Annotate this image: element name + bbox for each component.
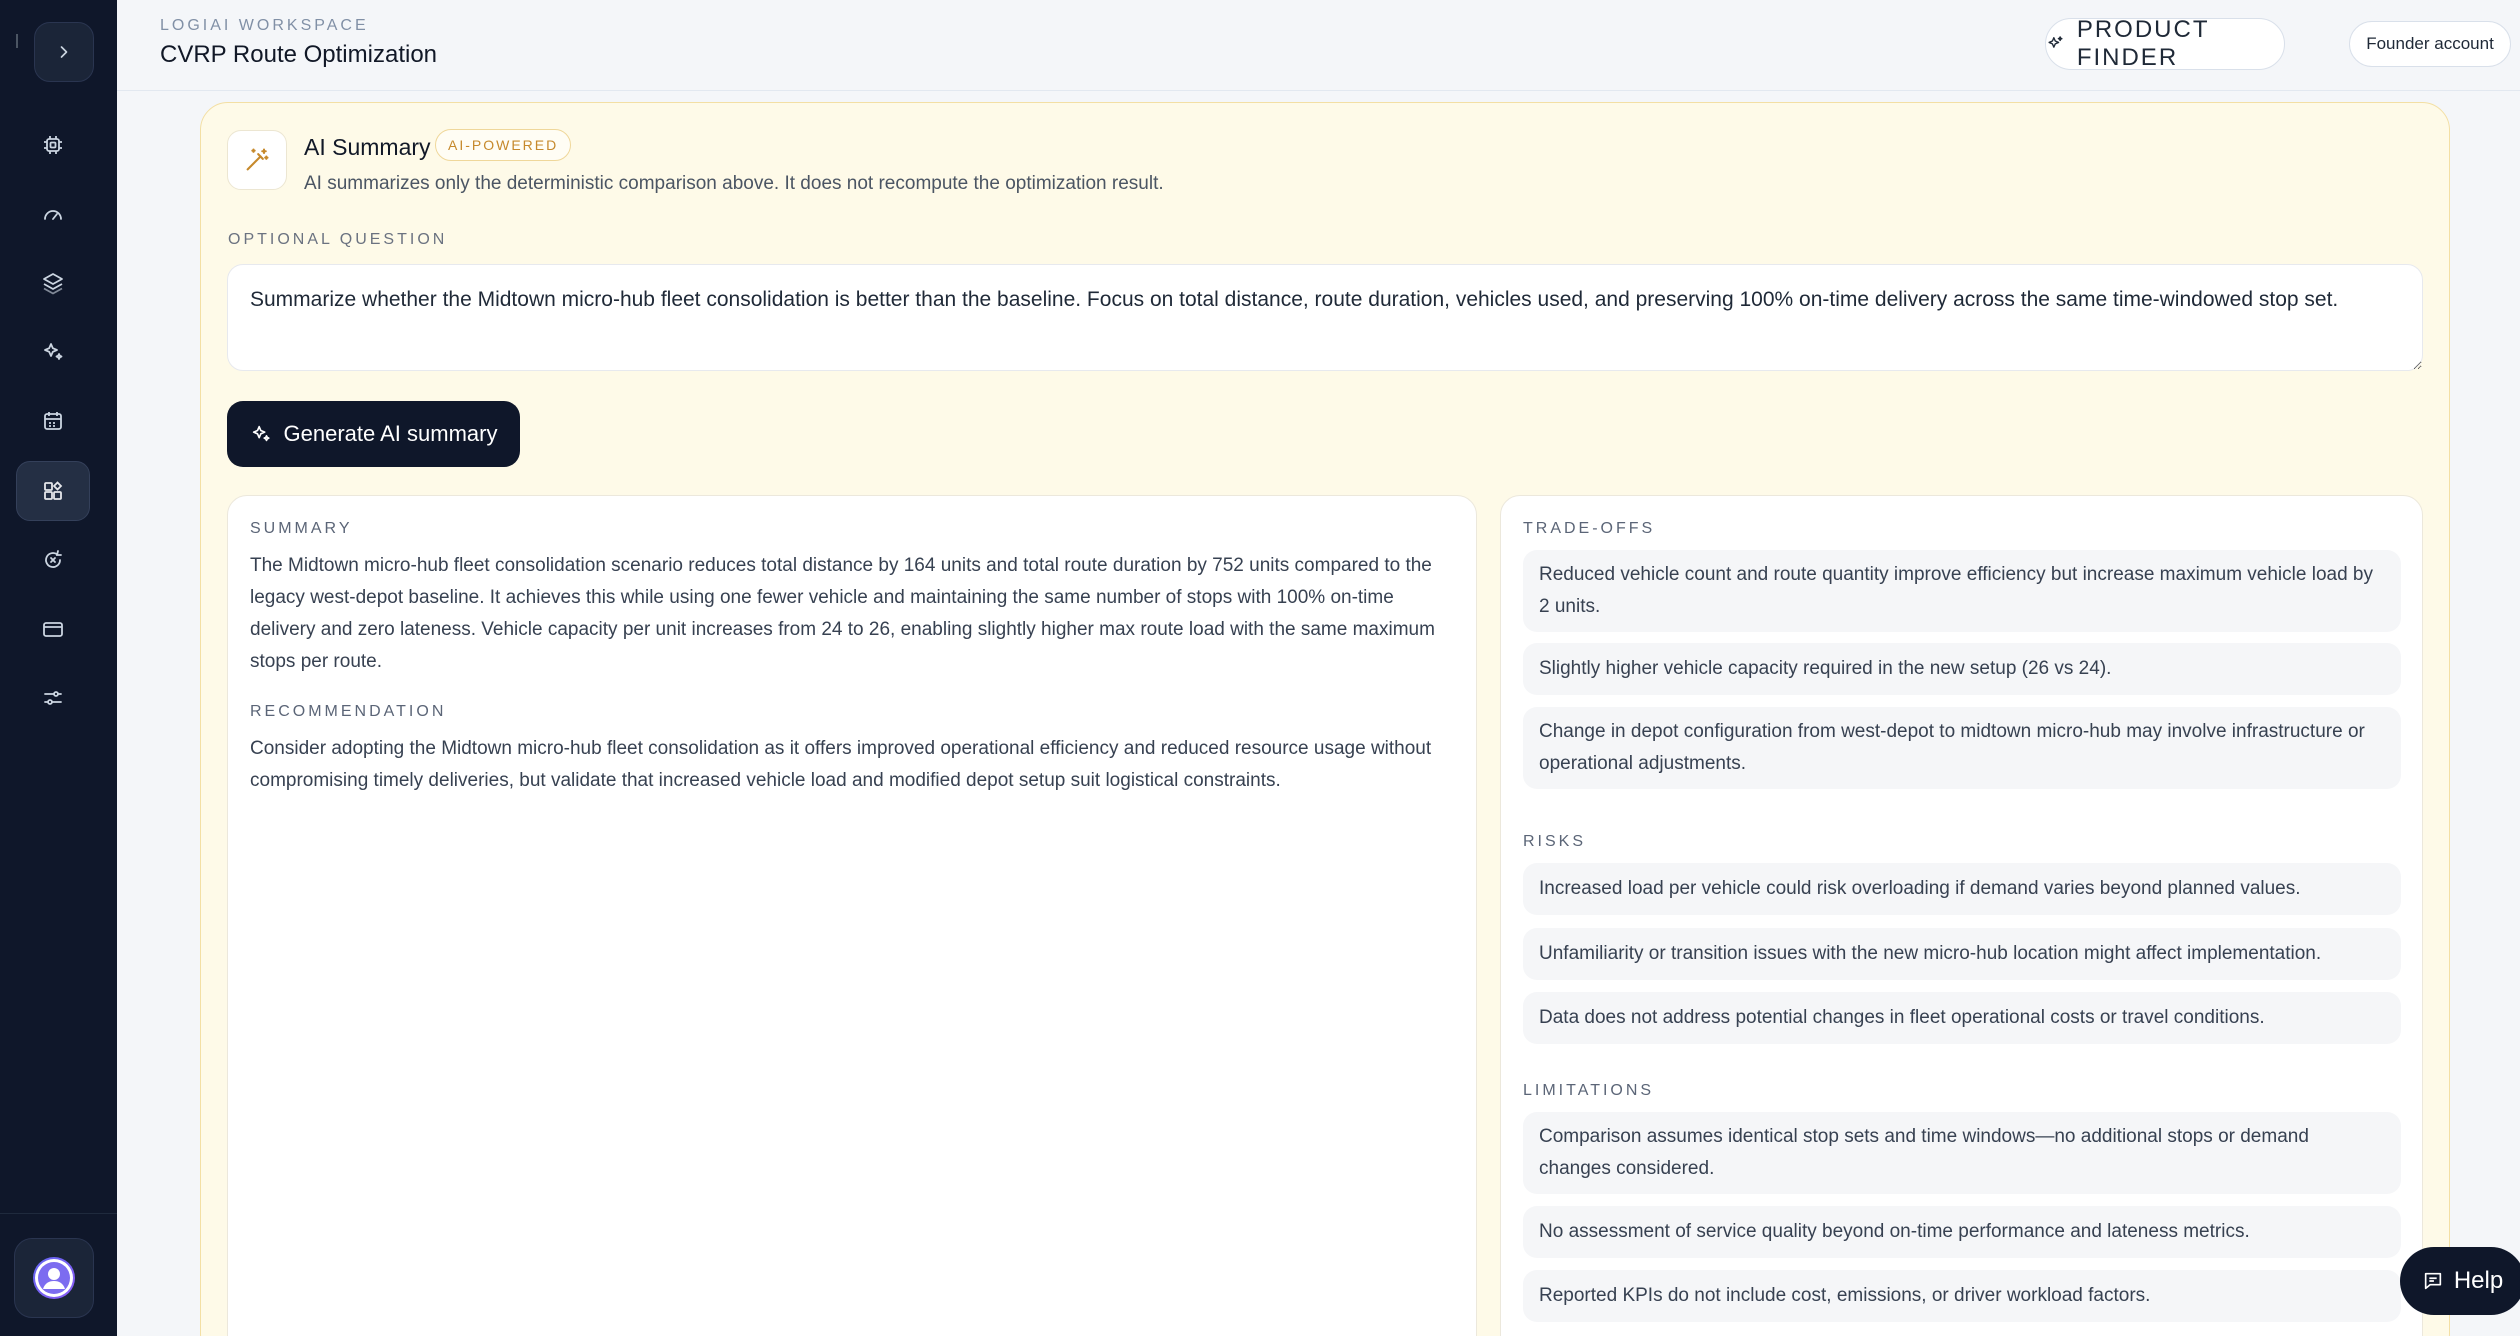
top-bar (117, 0, 2520, 91)
ai-summary-subtitle: AI summarizes only the deterministic comparison above. It does not recompute the optimization result. (304, 173, 1164, 194)
workspace-label: LOGIAI WORKSPACE (160, 17, 369, 34)
tradeoffs-heading: TRADE-OFFS (1523, 520, 1656, 537)
sidebar (0, 0, 117, 1336)
sidebar-item-ai[interactable] (16, 322, 90, 382)
generate-ai-summary-button[interactable] (227, 401, 520, 467)
summary-text: The Midtown micro-hub fleet consolidation scenario reduces total distance by 164 units and total route duration by 752 units compared to the legacy west-depot baseline. It achieves this while using one fewer vehicle and maintaining the same number of stops with 100% on-time delivery and zero lateness. Vehicle capacity per unit increases from 24 to 26, enabling slightly higher max route load with the same maximum stops per route. (250, 555, 1435, 672)
tradeoff-item: Reduced vehicle count and route quantity improve efficiency but increase maximum vehicle load by 2 units. (1523, 550, 2401, 632)
ai-summary-title: AI Summary (304, 134, 431, 160)
sidebar-item-calendar[interactable] (16, 391, 90, 451)
help-label: Help (2453, 1267, 2504, 1294)
account-button[interactable] (2349, 21, 2511, 67)
sidebar-item-routes[interactable] (16, 461, 90, 521)
risks-heading: RISKS (1523, 833, 1587, 850)
limitations-heading: LIMITATIONS (1523, 1082, 1655, 1099)
sidebar-expand-button[interactable] (34, 22, 94, 82)
cycle-icon (41, 548, 65, 572)
account-label: Founder account (2366, 34, 2494, 53)
risk-item: Unfamiliarity or transition issues with the new micro-hub location might affect implementation. (1523, 928, 2401, 980)
tradeoff-item: Slightly higher vehicle capacity required in the new setup (26 vs 24). (1523, 643, 2401, 695)
risk-item: Data does not address potential changes in fleet operational costs or travel conditions. (1523, 992, 2401, 1044)
sliders-icon (41, 686, 65, 710)
tradeoff-item: Change in depot configuration from west-depot to midtown micro-hub may involve infrastructure or operational adjustments. (1523, 707, 2401, 789)
user-menu-button[interactable] (14, 1238, 94, 1318)
optional-question-input[interactable] (227, 264, 2423, 371)
optional-question-label: OPTIONAL QUESTION (228, 231, 448, 248)
chat-icon (2422, 1270, 2444, 1292)
ai-summary-icon-box (227, 130, 287, 190)
layers-icon (41, 271, 65, 295)
page-title: CVRP Route Optimization (160, 41, 438, 68)
chevron-right-icon (54, 42, 74, 62)
sidebar-item-scenarios[interactable] (16, 530, 90, 590)
sidebar-item-dashboard[interactable] (16, 184, 90, 244)
limitation-item: Reported KPIs do not include cost, emissions, or driver workload factors. (1523, 1270, 2401, 1322)
sidebar-item-billing[interactable] (16, 599, 90, 659)
ai-summary-card (200, 102, 2450, 1336)
sparkles-icon (41, 340, 65, 364)
sidebar-item-settings[interactable] (16, 668, 90, 728)
limitation-item: Comparison assumes identical stop sets and time windows—no additional stops or demand changes considered. (1523, 1112, 2401, 1194)
summary-panel (227, 495, 1477, 1336)
card-icon (41, 617, 65, 641)
widgets-icon (41, 479, 65, 503)
sparkles-icon (2046, 33, 2065, 55)
analysis-panel (1500, 495, 2423, 1336)
magic-wand-icon (243, 146, 271, 174)
gauge-icon (41, 202, 65, 226)
avatar (33, 1257, 75, 1299)
calendar-icon (41, 409, 65, 433)
risk-item: Increased load per vehicle could risk overloading if demand varies beyond planned values. (1523, 863, 2401, 915)
user-icon (33, 1257, 75, 1299)
generate-ai-summary-label: Generate AI summary (283, 421, 498, 446)
sidebar-item-chip[interactable] (16, 115, 90, 175)
sidebar-item-layers[interactable] (16, 253, 90, 313)
sidebar-edge-mark (16, 34, 18, 48)
sidebar-divider (0, 1213, 117, 1214)
recommendation-text: Consider adopting the Midtown micro-hub fleet consolidation as it offers improved operational efficiency and reduced resource usage without compromising timely deliveries, but validate that increased vehicle load and modified depot setup suit logistical constraints. (250, 738, 1432, 791)
help-button[interactable] (2400, 1247, 2520, 1315)
limitation-item: No assessment of service quality beyond on-time performance and lateness metrics. (1523, 1206, 2401, 1258)
summary-heading: SUMMARY (250, 520, 353, 537)
recommendation-heading: RECOMMENDATION (250, 703, 447, 720)
product-finder-button[interactable] (2045, 18, 2285, 70)
chip-icon (41, 133, 65, 157)
product-finder-label: PRODUCT FINDER (2076, 16, 2210, 71)
ai-powered-badge: AI-POWERED (435, 129, 571, 161)
sparkles-icon (250, 423, 272, 445)
